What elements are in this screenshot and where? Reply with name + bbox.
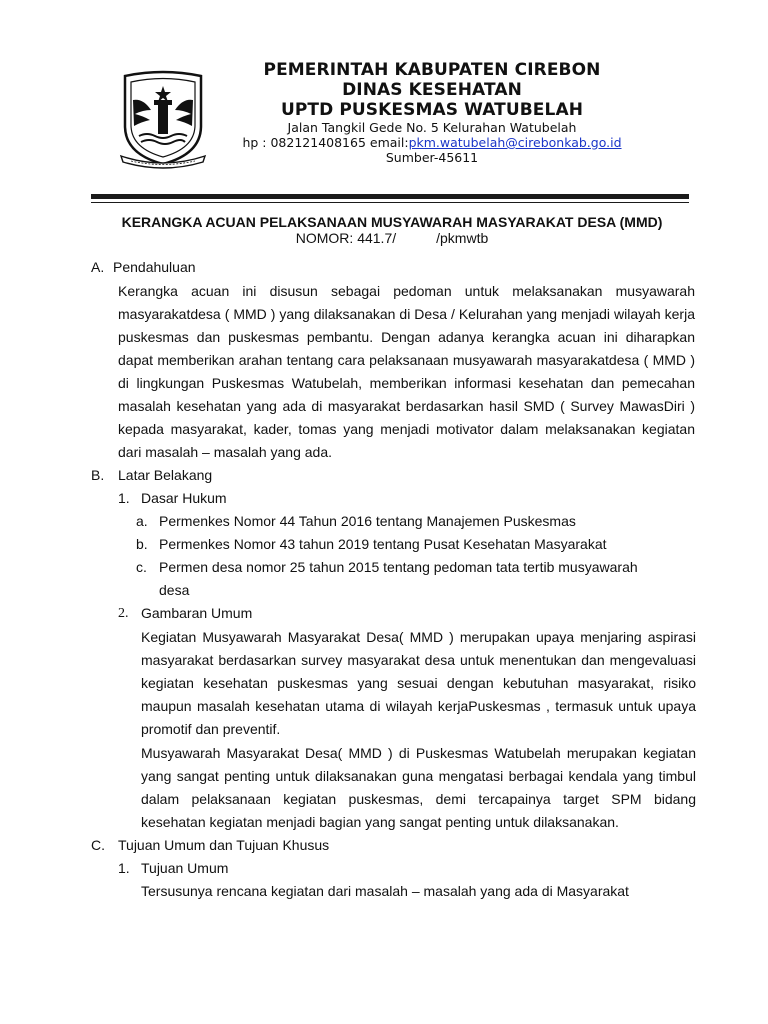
- letterhead-government: PEMERINTAH KABUPATEN CIREBON: [263, 60, 601, 80]
- list-marker: c.: [136, 559, 147, 575]
- section-b-heading: [0, 464, 768, 487]
- letterhead-divider-thin: [91, 202, 689, 203]
- list-item: [0, 556, 768, 579]
- list-item-text: Permen desa nomor 25 tahun 2015 tentang pedoman tata tertib musyawarah: [159, 559, 638, 575]
- contact-phone: hp : 082121408165 email:: [242, 135, 409, 150]
- list-marker: b.: [136, 536, 148, 552]
- section-title: Latar Belakang: [118, 467, 213, 483]
- section-marker: A.: [91, 259, 105, 275]
- section-a-heading: [0, 256, 768, 279]
- subsection-c1-heading: [0, 857, 768, 880]
- subsection-c1-paragraph: [0, 880, 768, 903]
- letterhead: [220, 60, 644, 165]
- section-c-heading: [0, 834, 768, 857]
- document-number: [80, 230, 704, 247]
- document-title: KERANGKA ACUAN PELAKSANAAN MUSYAWARAH MASYARAKAT DESA (MMD): [121, 214, 663, 230]
- list-item-continuation: [0, 579, 768, 602]
- number-prefix: NOMOR: 441.7/: [295, 230, 397, 246]
- subsection-marker: 2.: [118, 606, 129, 621]
- list-item-text: Permenkes Nomor 44 Tahun 2016 tentang Manajemen Puskesmas: [159, 513, 576, 529]
- subsection-marker: 1.: [118, 860, 130, 876]
- section-marker: B.: [91, 467, 105, 483]
- number-suffix: /pkmwtb: [436, 230, 489, 246]
- list-item-text: desa: [159, 582, 190, 598]
- list-marker: a.: [136, 513, 148, 529]
- letterhead-contact: [220, 135, 644, 150]
- regency-crest-icon: [117, 70, 209, 170]
- list-item: [0, 510, 768, 533]
- letterhead-divider-thick: [91, 194, 689, 199]
- section-a-paragraph: Kerangka acuan ini disusun sebagai pedoman untuk melaksanakan musyawarah masyarakatdesa ( MMD ) yang dilaksanakan di Desa / Kelurahan yang menjadi wilayah kerja puskesmas dan puskesmas pembantu. Dengan adanya kerangka acuan ini diharapkan dapat memberikan arahan tentang cara pelaksanaan musyawarah masyarakatdesa ( MMD ) di lingkungan Puskesmas Watubelah, memberikan informasi kesehatan dan pemecahan masalah kesehatan yang ada di masyarakat berdasarkan hasil SMD ( Survey MawasDiri ) kepada masyarakat, kader, tomas yang menjadi motivator dalam melaksanakan kegiatan dari masalah – masalah yang ada.: [118, 283, 695, 460]
- letterhead-address: Jalan Tangkil Gede No. 5 Kelurahan Watubelah: [287, 120, 577, 135]
- document-body: [0, 256, 768, 903]
- subsection-b2-paragraph-1: Kegiatan Musyawarah Masyarakat Desa( MMD ) merupakan upaya menjaring aspirasi masyarakat berdasarkan survey masyarakat desa untuk menentukan dan mengevaluasi kegiatan kesehatan puskesmas yang sesuai dengan kebutuhan masyarakat, risiko maupun masalah kesehatan utama di wilayah kerjaPuskesmas , termasuk untuk upaya promotif dan preventif.: [141, 629, 696, 737]
- subsection-b2-heading: [0, 602, 768, 625]
- contact-email-link[interactable]: pkm.watubelah@cirebonkab.go.id: [408, 135, 622, 150]
- section-title: Pendahuluan: [113, 259, 196, 275]
- list-item: [0, 533, 768, 556]
- subsection-title: Dasar Hukum: [141, 490, 227, 506]
- subsection-b1-heading: [0, 487, 768, 510]
- list-item-text: Permenkes Nomor 43 tahun 2019 tentang Pusat Kesehatan Masyarakat: [159, 536, 607, 552]
- subsection-b2-paragraph-2: Musyawarah Masyarakat Desa( MMD ) di Puskesmas Watubelah merupakan kegiatan yang sangat penting untuk dilaksanakan guna mengatasi berbagai kendala yang timbul dalam pelaksanaan kegiatan puskesmas, demi tercapainya target SPM bidang kesehatan kegiatan menjadi bagian yang sangat penting untuk dilaksanakan.: [141, 745, 696, 830]
- section-title: Tujuan Umum dan Tujuan Khusus: [118, 837, 330, 853]
- subsection-title: Tujuan Umum: [141, 860, 229, 876]
- paragraph-text: Tersusunya rencana kegiatan dari masalah – masalah yang ada di Masyarakat: [141, 883, 629, 899]
- letterhead-postal: Sumber-45611: [385, 150, 479, 165]
- letterhead-agency: DINAS KESEHATAN: [342, 80, 522, 100]
- letterhead-unit: UPTD PUSKESMAS WATUBELAH: [280, 100, 584, 120]
- subsection-title: Gambaran Umum: [141, 605, 253, 621]
- section-marker: C.: [91, 837, 105, 853]
- subsection-marker: 1.: [118, 490, 130, 506]
